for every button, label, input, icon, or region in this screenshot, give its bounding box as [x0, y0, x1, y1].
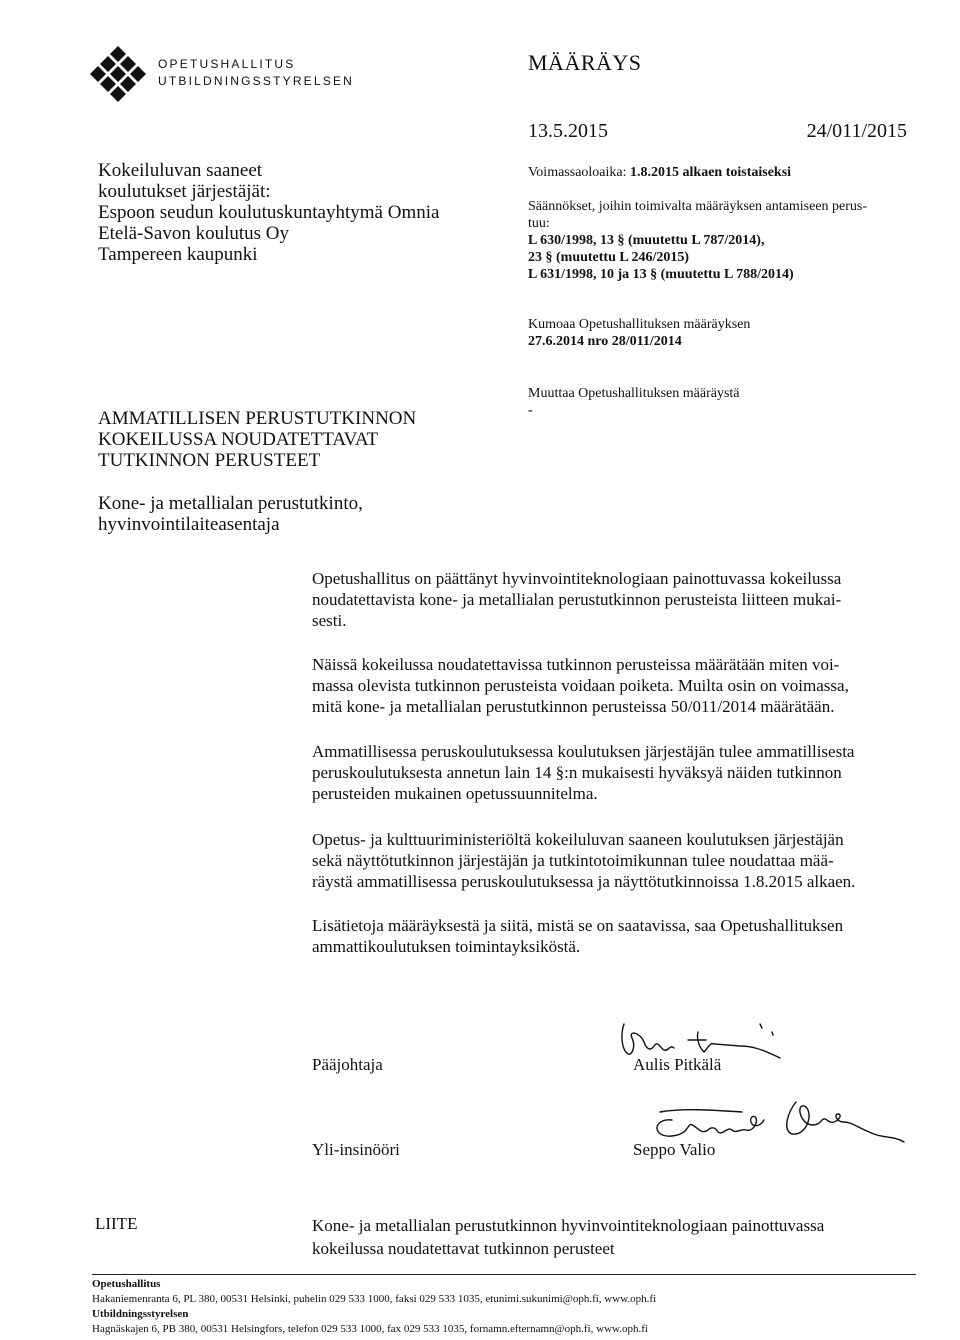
paragraph-line: sekä näyttötutkinnon järjestäjän ja tutkintotoimikunnan tulee noudattaa mää-	[312, 851, 834, 870]
document-date: 13.5.2015	[528, 120, 608, 142]
paragraph-line: Opetushallitus on päättänyt hyvinvointiteknologiaan painottuvassa kokeilussa	[312, 569, 842, 588]
diamond-grid-logo-icon	[88, 44, 158, 106]
recipient-line: koulutukset järjestäjät:	[98, 181, 271, 202]
validity-label: Voimassaoloaika:	[528, 165, 631, 180]
repeals-value: 27.6.2014 nro 28/011/2014	[528, 334, 682, 349]
qualification-line: Kone- ja metallialan perustutkinto,	[98, 493, 363, 514]
signatory-role: Yli-insinööri	[312, 1140, 400, 1159]
org-name-fi: OPETUSHALLITUS	[158, 57, 296, 71]
amends-value: -	[528, 403, 533, 418]
footer-divider	[92, 1274, 916, 1275]
body-paragraph-4	[312, 829, 912, 892]
amends-label: Muuttaa Opetushallituksen määräystä	[528, 386, 740, 401]
document-number: 24/011/2015	[806, 120, 907, 142]
qualification-line: hyvinvointilaiteasentaja	[98, 514, 280, 535]
handwritten-signature-2	[612, 1090, 912, 1146]
body-paragraph-1	[312, 568, 912, 631]
org-name-sv: UTBILDNINGSSTYRELSEN	[158, 74, 355, 88]
appendix-title-line: kokeilussa noudatettavat tutkinnon perusteet	[312, 1239, 615, 1258]
amends-block	[528, 385, 908, 419]
footer	[92, 1277, 916, 1337]
paragraph-line: peruskoulutuksesta annetun lain 14 §:n mukaisesti hyväksyä näiden tutkinnon	[312, 763, 842, 782]
footer-address-fi: Hakaniemenranta 6, PL 380, 00531 Helsinki, puhelin 029 533 1000, faksi 029 533 1035, etunimi.sukunimi@oph.fi, www.oph.fi	[92, 1293, 657, 1305]
document-type: MÄÄRÄYS	[528, 50, 642, 75]
paragraph-line: perusteiden mukainen opetussuunnitelma.	[312, 784, 598, 803]
paragraph-line: Lisätietoja määräyksestä ja siitä, mistä se on saatavissa, saa Opetushallituksen	[312, 916, 844, 935]
title-line: KOKEILUSSA NOUDATETTAVAT	[98, 429, 379, 450]
appendix-title-line: Kone- ja metallialan perustutkinnon hyvinvointiteknologiaan painottuvassa	[312, 1216, 825, 1235]
statutes-intro-line: tuu:	[528, 216, 550, 231]
recipients	[98, 160, 478, 265]
recipient-line: Etelä-Savon koulutus Oy	[98, 223, 290, 244]
qualification-name	[98, 493, 478, 535]
signatory-name: Seppo Valio	[633, 1140, 716, 1159]
title-line: TUTKINNON PERUSTEET	[98, 450, 321, 471]
paragraph-line: sesti.	[312, 611, 347, 630]
title-line: AMMATILLISEN PERUSTUTKINNON	[98, 408, 417, 429]
statute-line: 23 § (muutettu L 246/2015)	[528, 250, 689, 265]
statutes-block	[528, 198, 908, 283]
appendix-title	[312, 1214, 912, 1260]
paragraph-line: noudatettavista kone- ja metallialan perustutkinnon perusteista liitteen mukai-	[312, 590, 842, 609]
body-paragraph-2	[312, 654, 912, 717]
paragraph-line: massa olevista tutkinnon perusteista voidaan poiketa. Muilta osin on voimassa,	[312, 676, 849, 695]
paragraph-line: Näissä kokeilussa noudatettavissa tutkinnon perusteissa määrätään miten voi-	[312, 655, 840, 674]
statute-line: L 631/1998, 10 ja 13 § (muutettu L 788/2014)	[528, 267, 794, 282]
regulation-title	[98, 408, 478, 471]
body-paragraph-5	[312, 915, 912, 957]
paragraph-line: mitä kone- ja metallialan perustutkinnon perusteissa 50/011/2014 määrätään.	[312, 697, 835, 716]
recipient-line: Espoon seudun koulutuskuntayhtymä Omnia	[98, 202, 440, 223]
validity-value: 1.8.2015 alkaen toistaiseksi	[630, 165, 792, 180]
statutes-intro-line: Säännökset, joihin toimivalta määräyksen antamiseen perus-	[528, 199, 868, 214]
paragraph-line: Ammatillisessa peruskoulutuksessa koulutuksen järjestäjän tulee ammatillisesta	[312, 742, 855, 761]
footer-address-sv: Hagnäskajen 6, PB 380, 00531 Helsingfors, telefon 029 533 1000, fax 029 533 1035, fornamn.efternamn@oph.fi, www.oph.fi	[92, 1323, 648, 1335]
paragraph-line: ammattikoulutuksen toimintayksiköstä.	[312, 937, 581, 956]
signatory-name: Aulis Pitkälä	[633, 1055, 722, 1074]
statute-line: L 630/1998, 13 § (muutettu L 787/2014),	[528, 233, 765, 248]
footer-org-sv: Utbildningsstyrelsen	[92, 1308, 189, 1320]
recipient-line: Tampereen kaupunki	[98, 244, 258, 265]
footer-org-fi: Opetushallitus	[92, 1278, 161, 1290]
appendix-label: LIITE	[95, 1214, 138, 1233]
signatory-role: Pääjohtaja	[312, 1055, 383, 1074]
validity-period	[528, 164, 908, 181]
paragraph-line: Opetus- ja kulttuuriministeriöltä kokeiluluvan saaneen koulutuksen järjestäjän	[312, 830, 844, 849]
repeals-label: Kumoaa Opetushallituksen määräyksen	[528, 317, 751, 332]
organization-name	[158, 56, 354, 90]
body-paragraph-3	[312, 741, 912, 804]
repeals-block	[528, 316, 908, 350]
recipient-line: Kokeiluluvan saaneet	[98, 160, 263, 181]
paragraph-line: räystä ammatillisessa peruskoulutuksessa ja näyttötutkinnoissa 1.8.2015 alkaen.	[312, 872, 856, 891]
